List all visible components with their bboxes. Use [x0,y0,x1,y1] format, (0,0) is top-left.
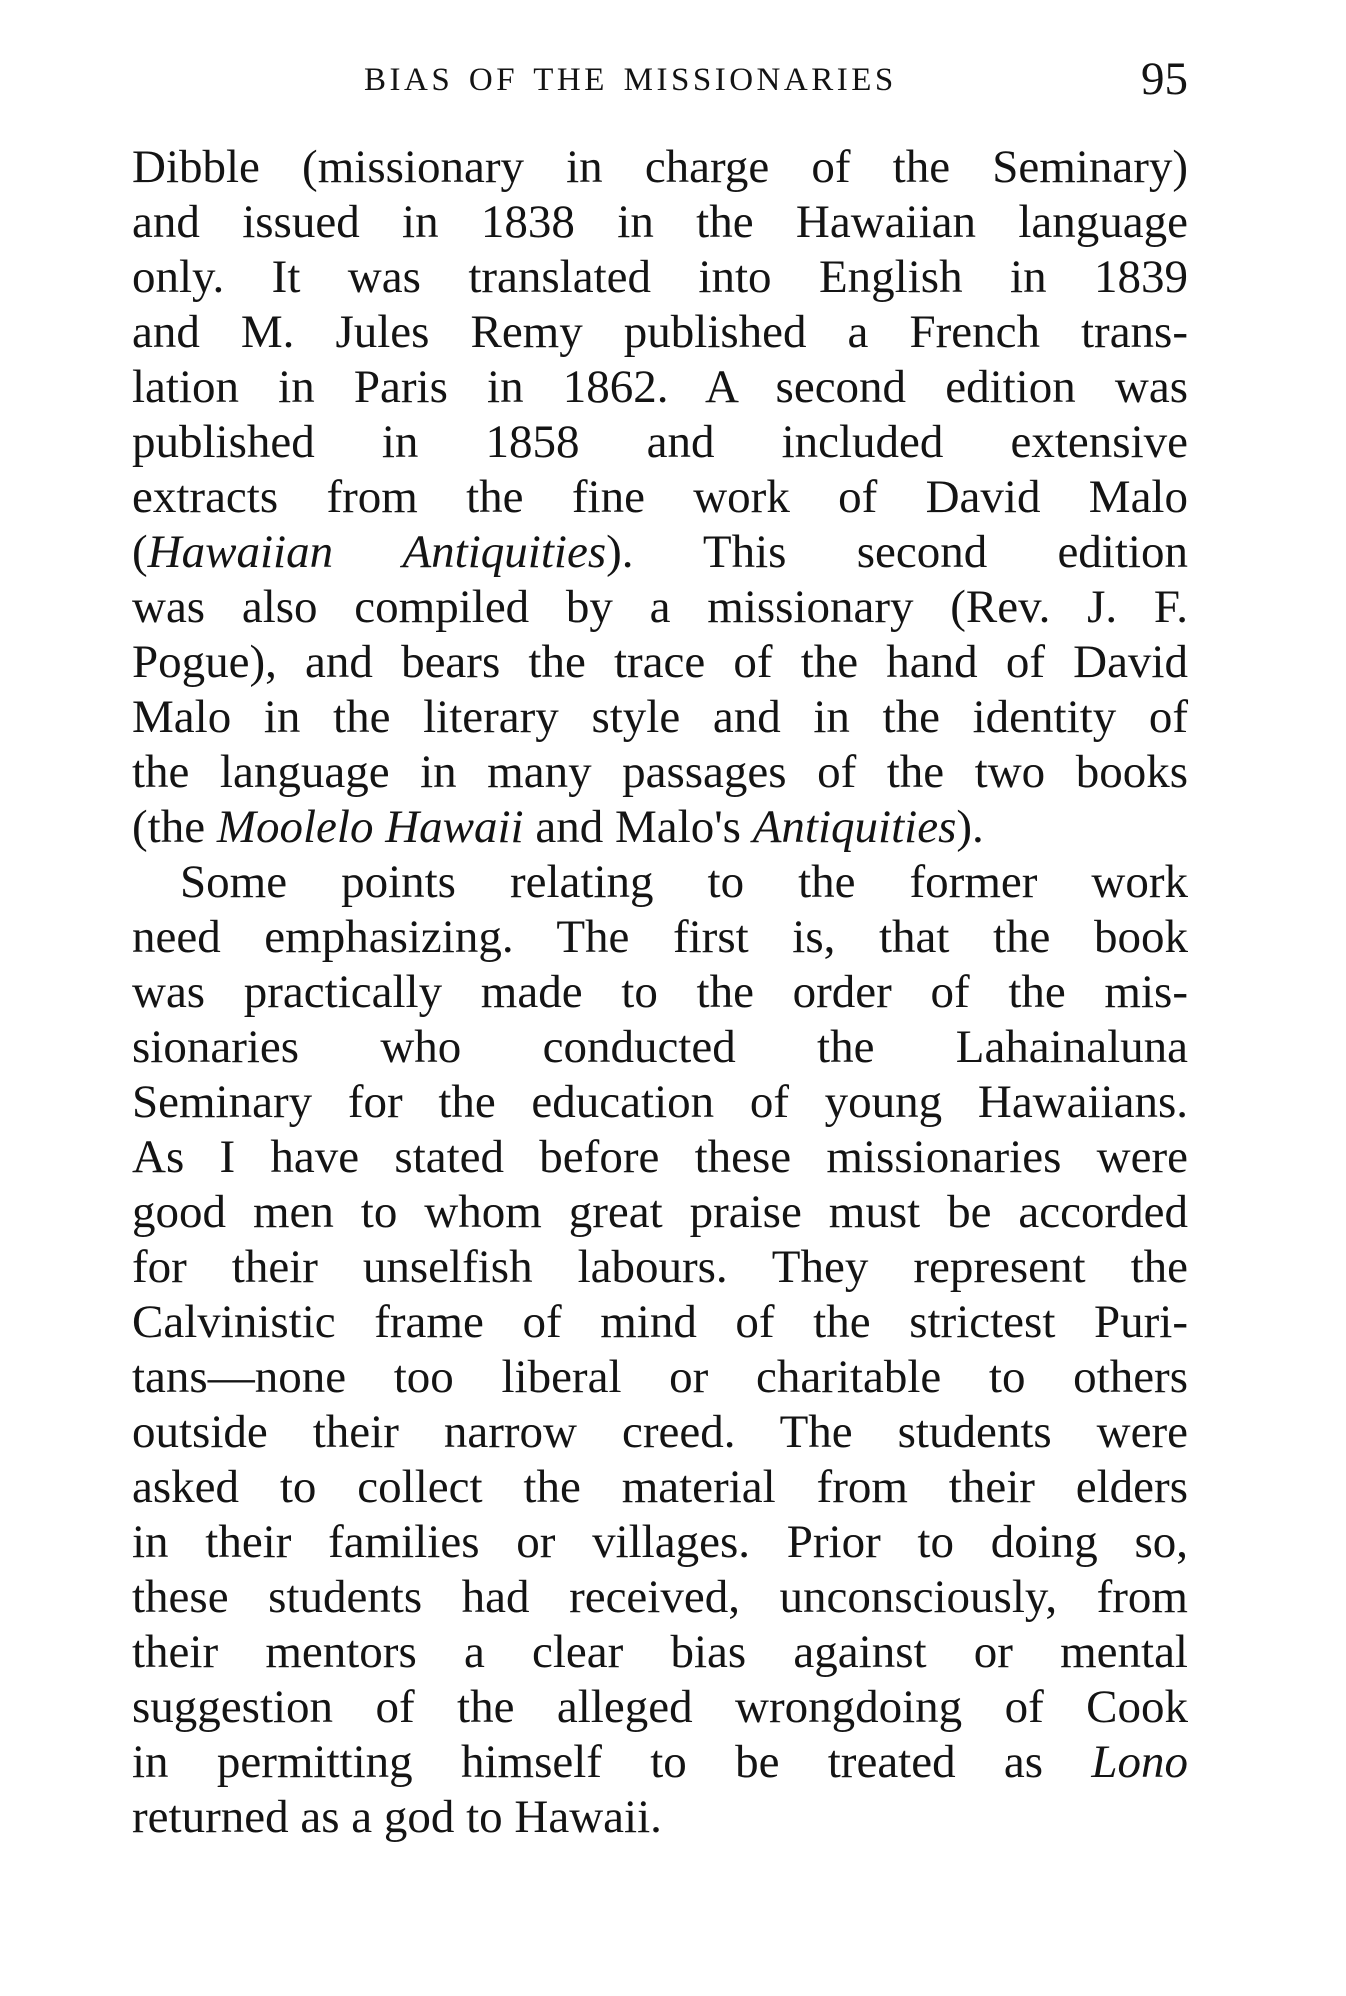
book-page [132,0,1188,1996]
running-head: BIAS OF THE MISSIONARIES [364,62,897,98]
body-text [132,140,1188,1845]
text-line: Malo in the literary style and in the identity of [132,691,1188,743]
text-line: only. It was translated into English in 1839 [132,251,1188,303]
page-number: 95 [1141,53,1188,105]
text-line: As I have stated before these missionaries were [132,1131,1188,1183]
text-line: and M. Jules Remy published a French trans- [132,306,1188,358]
text-line: (the Moolelo Hawaii and Malo's Antiquities). [132,801,984,853]
text-line: in their families or villages. Prior to doing so, [132,1516,1188,1568]
text-line: was also compiled by a missionary (Rev. J. F. [132,581,1188,633]
text-line: need emphasizing. The first is, that the book [132,911,1188,963]
text-line: published in 1858 and included extensive [132,416,1188,468]
text-line: Calvinistic frame of mind of the strictest Puri- [132,1296,1188,1348]
text-line: Pogue), and bears the trace of the hand of David [132,636,1188,688]
text-line: Some points relating to the former work [180,856,1188,908]
text-line: extracts from the fine work of David Malo [132,471,1188,523]
text-line: suggestion of the alleged wrongdoing of Cook [132,1681,1188,1733]
text-line: asked to collect the material from their elders [132,1461,1188,1513]
text-line: for their unselfish labours. They represent the [132,1241,1188,1293]
text-line: their mentors a clear bias against or mental [132,1626,1188,1678]
page-header [132,52,1188,112]
text-line: and issued in 1838 in the Hawaiian language [132,196,1188,248]
text-line: Dibble (missionary in charge of the Seminary) [132,141,1188,193]
text-line: (Hawaiian Antiquities). This second edition [132,526,1188,578]
paragraph [132,855,1188,1845]
paragraph [132,140,1188,855]
text-line: in permitting himself to be treated as Lono [132,1736,1188,1788]
text-line: these students had received, unconsciously, from [132,1571,1188,1623]
text-line: returned as a god to Hawaii. [132,1791,662,1843]
text-line: outside their narrow creed. The students were [132,1406,1188,1458]
text-line: the language in many passages of the two books [132,746,1188,798]
text-line: tans—none too liberal or charitable to others [132,1351,1188,1403]
text-line: sionaries who conducted the Lahainaluna [132,1021,1188,1073]
text-line: good men to whom great praise must be accorded [132,1186,1188,1238]
text-line: was practically made to the order of the mis- [132,966,1188,1018]
text-line: lation in Paris in 1862. A second edition was [132,361,1188,413]
text-line: Seminary for the education of young Hawaiians. [132,1076,1188,1128]
